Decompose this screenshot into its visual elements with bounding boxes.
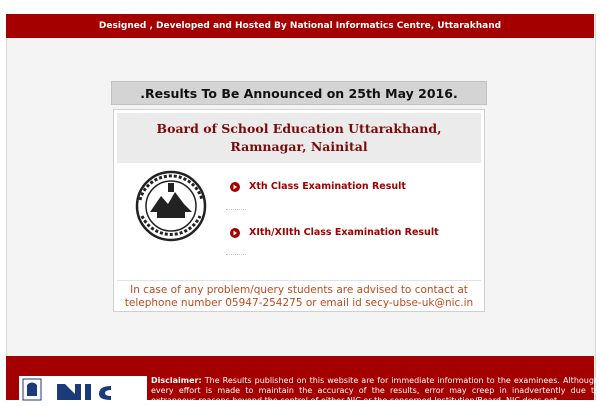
board-name-line2: Ramnagar, Nainital	[230, 139, 368, 154]
credit-text: Designed , Developed and Hosted By National Informatics Centre, Uttarakhand	[98, 21, 502, 31]
nic-logo-icon	[19, 376, 147, 400]
xith-xiith-result-label: XIth/XIIth Class Examination Result	[249, 227, 439, 238]
contact-line2: telephone number 05947-254275 or email id secy-ubse-uk@nic.in	[124, 297, 474, 309]
link-separator	[226, 209, 246, 210]
disclaimer-text	[151, 376, 599, 405]
board-title	[117, 113, 481, 163]
nic-emblem-icon	[19, 376, 147, 400]
announcement-text: .Results To Be Announced on 25th May 2016.	[140, 85, 458, 101]
board-emblem-icon	[128, 170, 214, 242]
link-separator	[226, 254, 246, 255]
announcement-bar	[111, 81, 487, 105]
red-arrow-bullet-icon	[230, 182, 240, 192]
red-arrow-bullet-icon	[230, 228, 240, 238]
xith-xiith-result-link[interactable]	[230, 227, 439, 238]
contact-divider	[117, 280, 481, 281]
xth-result-link[interactable]	[230, 181, 406, 192]
top-credit-bar	[6, 14, 594, 38]
footer	[6, 356, 599, 405]
contact-line1: In case of any problem/query students are advised to contact at	[130, 284, 468, 296]
disclaimer-label: Disclaimer:	[151, 376, 202, 385]
results-panel	[113, 109, 485, 312]
board-name-line1: Board of School Education Uttarakhand,	[156, 121, 442, 136]
xth-result-label: Xth Class Examination Result	[249, 181, 406, 192]
disclaimer-body: The Results published on this website are for immediate information to the examinees. Although every effort is made to maintain the accuracy of the results, error may creep in inadvertently due to extraneous reasons beyond the control of either NIC or the concerned Institution/Board. NIC does not	[151, 376, 599, 405]
contact-info	[120, 284, 478, 310]
